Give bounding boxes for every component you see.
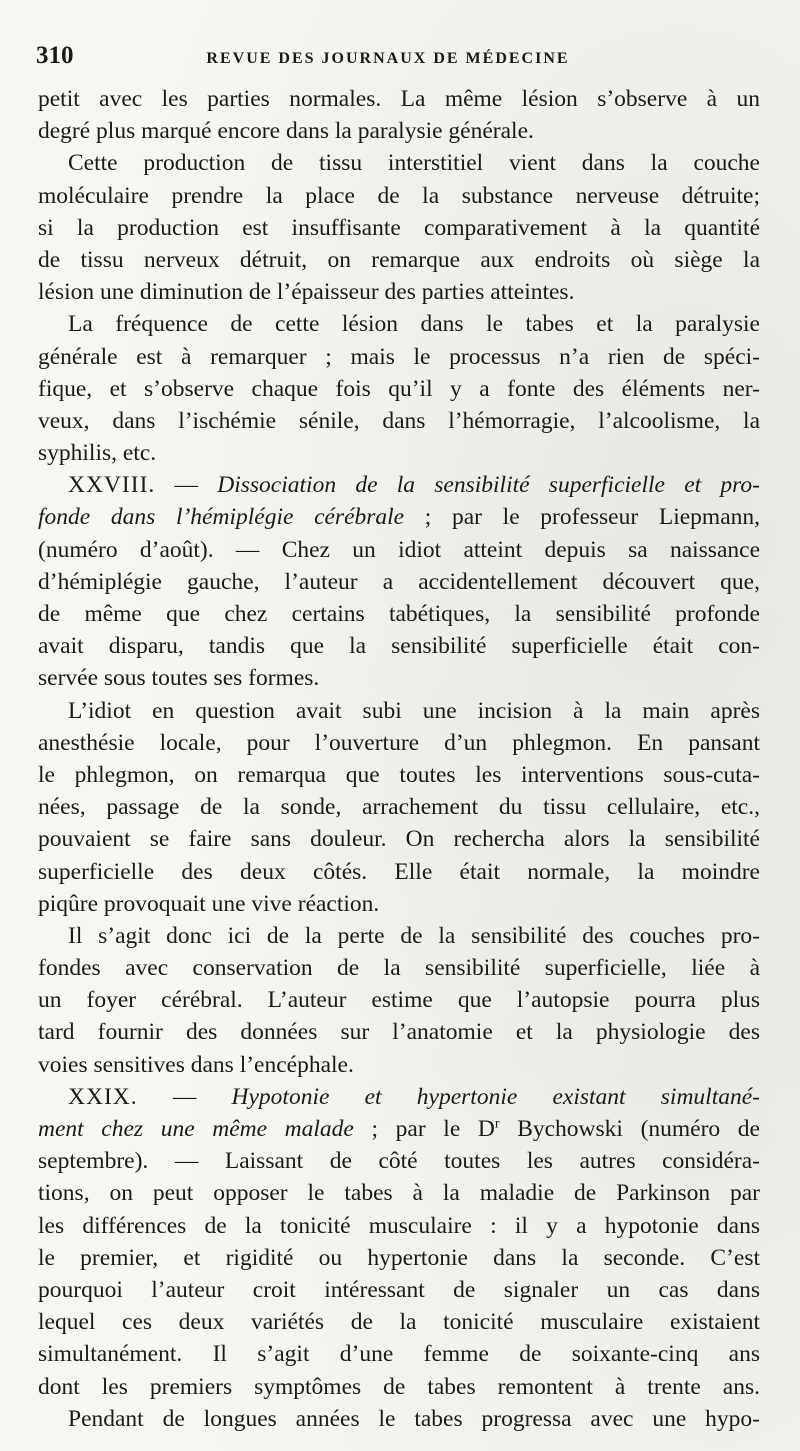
- article-xxix: [38, 1081, 760, 1435]
- article-number: XXIX.: [68, 1083, 138, 1110]
- article-title-cont: fonde dans l’hémiplégie cérébrale: [38, 504, 405, 531]
- text-line: servée sous toutes ses formes.: [38, 665, 320, 692]
- article-number: XXVIII.: [68, 472, 156, 499]
- text-line: voies sensitives dans l’encéphale.: [38, 1051, 354, 1078]
- article-byline-sup: r: [494, 1115, 500, 1132]
- text-line: le phlegmon, on remarqua que toutes les interventions sous-cuta-: [38, 761, 760, 788]
- article-dash: —: [137, 1083, 232, 1110]
- text-line: générale est à remarquer ; mais le processus n’a rien de spéci-: [38, 343, 760, 370]
- text-line: Il s’agit donc ici de la perte de la sensibilité des couches pro-: [68, 922, 760, 949]
- text-line: un foyer cérébral. L’auteur estime que l’autopsie pourra plus: [38, 987, 760, 1014]
- text-line: simultanément. Il s’agit d’une femme de soixante-cinq ans: [38, 1341, 760, 1368]
- text-line: tions, on peut opposer le tabes à la maladie de Parkinson par: [38, 1180, 760, 1207]
- text-line: La fréquence de cette lésion dans le tabes et la paralysie: [68, 311, 760, 338]
- body-text: [38, 83, 760, 1435]
- article-byline: ; par le professeur Liepmann,: [404, 504, 760, 531]
- text-line: syphilis, etc.: [38, 440, 157, 467]
- text-line: anesthésie locale, pour l’ouverture d’un phlegmon. En pansant: [38, 729, 760, 756]
- article-heading-line: [38, 1081, 760, 1113]
- text-line: les différences de la tonicité musculaire : il y a hypotonie dans: [38, 1212, 760, 1239]
- paragraph-block-intro: [38, 83, 760, 469]
- text-line: fique, et s’observe chaque fois qu’il y a fonte des éléments ner-: [38, 375, 760, 402]
- article-xxviii: [38, 469, 760, 1081]
- text-line: de même que chez certains tabétiques, la sensibilité profonde: [38, 601, 760, 627]
- text-line: de tissu nerveux détruit, on remarque aux endroits où siège la: [38, 246, 760, 273]
- text-line: avait disparu, tandis que la sensibilité superficielle était con-: [38, 633, 760, 660]
- text-line: lequel ces deux variétés de la tonicité musculaire existaient: [38, 1309, 760, 1336]
- page-header: [36, 42, 760, 70]
- text-line: tard fournir des données sur l’anatomie et la physiologie des: [38, 1019, 760, 1046]
- article-heading-line: [38, 469, 760, 501]
- text-line: lésion une diminution de l’épaisseur des parties atteintes.: [38, 279, 575, 306]
- text-line: piqûre provoquait une vive réaction.: [38, 890, 380, 917]
- text-line: veux, dans l’ischémie sénile, dans l’hémorragie, l’alcoolisme, la: [38, 407, 760, 434]
- text-line: nées, passage de la sonde, arrachement du tissu cellulaire, etc.,: [38, 794, 760, 821]
- article-title: Hypotonie et hypertonie existant simultané-: [231, 1083, 760, 1110]
- text-line: Pendant de longues années le tabes progressa avec une hypo-: [68, 1405, 760, 1432]
- article-byline: ; par le D: [353, 1116, 495, 1142]
- article-title: Dissociation de la sensibilité superficielle et pro-: [217, 472, 761, 499]
- article-heading-line: [38, 501, 760, 533]
- text-line: petit avec les parties normales. La même lésion s’observe à un: [38, 86, 760, 112]
- text-line: superficielle des deux côtés. Elle était normale, la moindre: [38, 858, 760, 885]
- text-line: dont les premiers symptômes de tabes remontent à trente ans.: [38, 1373, 760, 1400]
- text-line: fondes avec conservation de la sensibilité superficielle, liée à: [38, 955, 760, 982]
- article-title-cont: ment chez une même malade: [38, 1116, 354, 1142]
- text-line: d’hémiplégie gauche, l’auteur a accidentellement découvert que,: [38, 568, 760, 595]
- text-line: pouvaient se faire sans douleur. On rechercha alors la sensibilité: [38, 826, 760, 853]
- text-line: Cette production de tissu interstitiel vient dans la couche: [68, 150, 760, 177]
- text-line: le premier, et rigidité ou hypertonie dans la seconde. C’est: [38, 1244, 760, 1271]
- text-line: si la production est insuffisante comparativement à la quantité: [38, 214, 760, 241]
- article-dash: —: [155, 472, 218, 499]
- article-byline-cont: Bychowski (numéro de: [499, 1116, 760, 1142]
- text-line: degré plus marqué encore dans la paralysie générale.: [38, 118, 534, 145]
- text-line: L’idiot en question avait subi une incision à la main après: [68, 697, 760, 724]
- text-line: pourquoi l’auteur croit intéressant de signaler un cas dans: [38, 1276, 760, 1303]
- running-head: REVUE DES JOURNAUX DE MÉDECINE: [206, 50, 570, 67]
- article-heading-line: [38, 1113, 760, 1145]
- text-line: (numéro d’août). — Chez un idiot atteint depuis sa naissance: [38, 536, 760, 563]
- text-line: septembre). — Laissant de côté toutes les autres considéra-: [38, 1148, 760, 1175]
- text-line: moléculaire prendre la place de la substance nerveuse détruite;: [38, 182, 760, 209]
- page-number: 310: [36, 42, 74, 69]
